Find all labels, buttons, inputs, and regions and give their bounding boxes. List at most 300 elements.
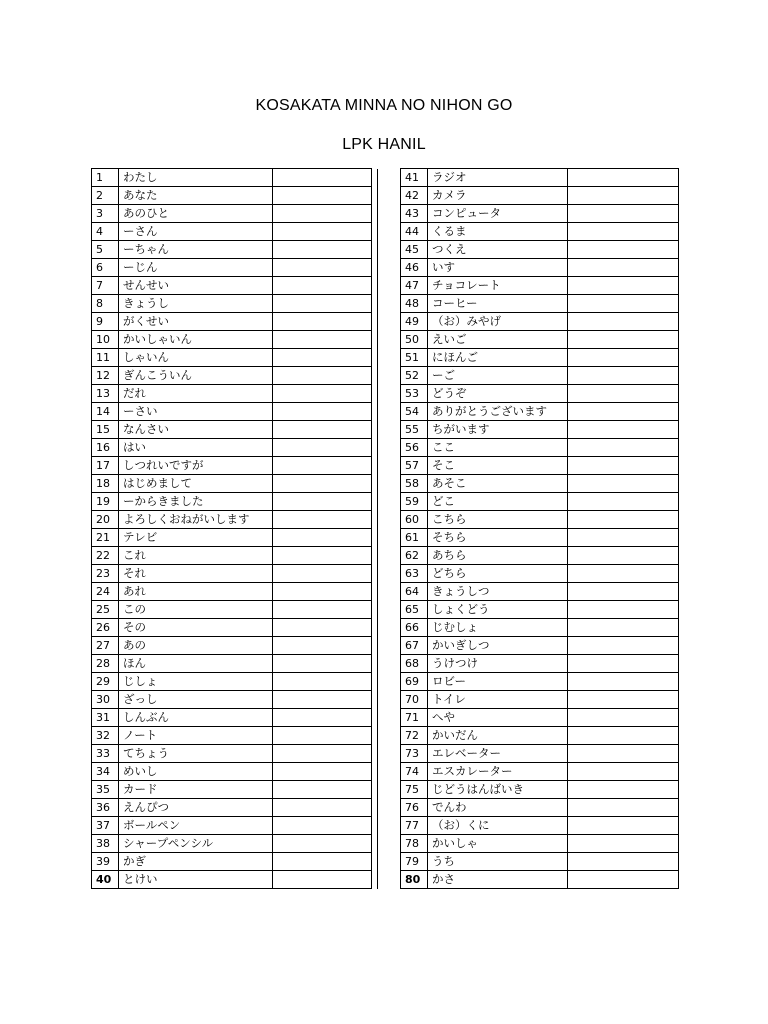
answer-cell-right [568, 619, 679, 637]
vocab-word-right: でんわ [428, 799, 568, 817]
column-gap [378, 475, 401, 493]
row-number-left: 13 [92, 385, 119, 403]
vocab-word-left: あのひと [119, 205, 273, 223]
vocab-word-left: かぎ [119, 853, 273, 871]
row-number-left: 14 [92, 403, 119, 421]
vocab-word-left: せんせい [119, 277, 273, 295]
column-gap [378, 781, 401, 799]
table-row [92, 313, 679, 331]
vocab-word-right: （お）みやげ [428, 313, 568, 331]
vocab-word-left: これ [119, 547, 273, 565]
row-number-left: 9 [92, 313, 119, 331]
answer-cell-right [568, 421, 679, 439]
table-row [92, 439, 679, 457]
row-number-right: 79 [401, 853, 428, 871]
answer-cell-left [273, 403, 372, 421]
answer-cell-right [568, 493, 679, 511]
answer-cell-left [273, 313, 372, 331]
table-row [92, 475, 679, 493]
answer-cell-left [273, 475, 372, 493]
vocab-word-right: うち [428, 853, 568, 871]
table-row [92, 781, 679, 799]
table-row [92, 583, 679, 601]
answer-cell-right [568, 169, 679, 187]
table-row [92, 493, 679, 511]
vocab-word-right: そこ [428, 457, 568, 475]
table-row [92, 745, 679, 763]
vocab-word-left: ノート [119, 727, 273, 745]
row-number-right: 65 [401, 601, 428, 619]
table-row [92, 223, 679, 241]
vocab-word-left: ざっし [119, 691, 273, 709]
vocab-word-left: シャープペンシル [119, 835, 273, 853]
column-gap [378, 277, 401, 295]
table-row [92, 259, 679, 277]
answer-cell-left [273, 619, 372, 637]
row-number-right: 41 [401, 169, 428, 187]
answer-cell-right [568, 349, 679, 367]
row-number-right: 43 [401, 205, 428, 223]
vocab-word-right: くるま [428, 223, 568, 241]
row-number-left: 17 [92, 457, 119, 475]
answer-cell-right [568, 835, 679, 853]
vocab-word-left: それ [119, 565, 273, 583]
vocab-word-right: カメラ [428, 187, 568, 205]
vocab-word-right: いす [428, 259, 568, 277]
column-gap [378, 619, 401, 637]
row-number-right: 76 [401, 799, 428, 817]
answer-cell-left [273, 565, 372, 583]
column-gap [378, 763, 401, 781]
vocab-word-left: あの [119, 637, 273, 655]
vocab-word-left: その [119, 619, 273, 637]
answer-cell-right [568, 511, 679, 529]
column-gap [378, 385, 401, 403]
answer-cell-left [273, 799, 372, 817]
vocab-word-left: てちょう [119, 745, 273, 763]
answer-cell-left [273, 493, 372, 511]
column-gap [378, 529, 401, 547]
table-row [92, 565, 679, 583]
column-gap [378, 817, 401, 835]
answer-cell-right [568, 385, 679, 403]
answer-cell-left [273, 223, 372, 241]
vocab-word-left: ボールペン [119, 817, 273, 835]
row-number-right: 53 [401, 385, 428, 403]
answer-cell-right [568, 781, 679, 799]
vocab-word-left: ほん [119, 655, 273, 673]
table-row [92, 817, 679, 835]
table-row [92, 511, 679, 529]
answer-cell-left [273, 187, 372, 205]
answer-cell-right [568, 547, 679, 565]
table-row [92, 799, 679, 817]
table-row [92, 691, 679, 709]
row-number-left: 3 [92, 205, 119, 223]
vocab-word-right: きょうしつ [428, 583, 568, 601]
row-number-right: 63 [401, 565, 428, 583]
row-number-left: 40 [92, 871, 119, 889]
row-number-right: 80 [401, 871, 428, 889]
vocab-word-right: あちら [428, 547, 568, 565]
row-number-left: 26 [92, 619, 119, 637]
answer-cell-left [273, 385, 372, 403]
vocab-word-right: かいだん [428, 727, 568, 745]
table-row [92, 367, 679, 385]
row-number-left: 2 [92, 187, 119, 205]
column-gap [378, 367, 401, 385]
table-row [92, 385, 679, 403]
answer-cell-right [568, 403, 679, 421]
row-number-left: 18 [92, 475, 119, 493]
vocab-word-left: この [119, 601, 273, 619]
row-number-right: 51 [401, 349, 428, 367]
answer-cell-right [568, 763, 679, 781]
row-number-right: 60 [401, 511, 428, 529]
row-number-left: 31 [92, 709, 119, 727]
answer-cell-left [273, 529, 372, 547]
table-row [92, 295, 679, 313]
answer-cell-right [568, 331, 679, 349]
vocab-word-left: カード [119, 781, 273, 799]
answer-cell-right [568, 475, 679, 493]
table-row [92, 349, 679, 367]
row-number-left: 8 [92, 295, 119, 313]
row-number-right: 72 [401, 727, 428, 745]
table-row [92, 709, 679, 727]
answer-cell-left [273, 583, 372, 601]
vocab-word-left: だれ [119, 385, 273, 403]
row-number-left: 12 [92, 367, 119, 385]
answer-cell-left [273, 205, 372, 223]
row-number-left: 37 [92, 817, 119, 835]
answer-cell-right [568, 727, 679, 745]
answer-cell-right [568, 601, 679, 619]
column-gap [378, 457, 401, 475]
vocab-word-right: どうぞ [428, 385, 568, 403]
vocab-word-left: ーからきました [119, 493, 273, 511]
row-number-left: 22 [92, 547, 119, 565]
vocab-word-right: ちがいます [428, 421, 568, 439]
row-number-right: 59 [401, 493, 428, 511]
answer-cell-right [568, 745, 679, 763]
column-gap [378, 349, 401, 367]
answer-cell-left [273, 709, 372, 727]
answer-cell-left [273, 763, 372, 781]
column-gap [378, 601, 401, 619]
vocab-word-right: じむしょ [428, 619, 568, 637]
column-gap [378, 241, 401, 259]
table-row [92, 403, 679, 421]
row-number-right: 55 [401, 421, 428, 439]
vocab-word-right: ーご [428, 367, 568, 385]
row-number-right: 66 [401, 619, 428, 637]
row-number-left: 28 [92, 655, 119, 673]
column-gap [378, 331, 401, 349]
row-number-left: 4 [92, 223, 119, 241]
vocab-word-left: しんぶん [119, 709, 273, 727]
table-row [92, 655, 679, 673]
answer-cell-left [273, 691, 372, 709]
answer-cell-left [273, 727, 372, 745]
answer-cell-right [568, 313, 679, 331]
vocab-word-right: コーヒー [428, 295, 568, 313]
row-number-left: 11 [92, 349, 119, 367]
answer-cell-right [568, 709, 679, 727]
row-number-left: 10 [92, 331, 119, 349]
answer-cell-left [273, 673, 372, 691]
vocab-word-right: しょくどう [428, 601, 568, 619]
row-number-left: 19 [92, 493, 119, 511]
vocab-word-left: テレビ [119, 529, 273, 547]
vocab-word-left: はじめまして [119, 475, 273, 493]
vocab-word-left: かいしゃいん [119, 331, 273, 349]
row-number-left: 24 [92, 583, 119, 601]
answer-cell-left [273, 637, 372, 655]
row-number-right: 58 [401, 475, 428, 493]
vocab-word-right: つくえ [428, 241, 568, 259]
answer-cell-left [273, 331, 372, 349]
answer-cell-right [568, 637, 679, 655]
answer-cell-left [273, 169, 372, 187]
row-number-right: 62 [401, 547, 428, 565]
row-number-right: 47 [401, 277, 428, 295]
answer-cell-right [568, 529, 679, 547]
vocab-word-right: あそこ [428, 475, 568, 493]
table-row [92, 331, 679, 349]
row-number-right: 54 [401, 403, 428, 421]
answer-cell-left [273, 457, 372, 475]
column-gap [378, 205, 401, 223]
row-number-left: 23 [92, 565, 119, 583]
table-row [92, 205, 679, 223]
row-number-right: 74 [401, 763, 428, 781]
row-number-right: 52 [401, 367, 428, 385]
table-row [92, 169, 679, 187]
vocab-word-right: かいぎしつ [428, 637, 568, 655]
row-number-left: 25 [92, 601, 119, 619]
row-number-right: 42 [401, 187, 428, 205]
row-number-right: 70 [401, 691, 428, 709]
answer-cell-left [273, 871, 372, 889]
column-gap [378, 691, 401, 709]
answer-cell-right [568, 259, 679, 277]
answer-cell-left [273, 745, 372, 763]
column-gap [378, 835, 401, 853]
vocab-word-left: じしょ [119, 673, 273, 691]
vocab-word-right: へや [428, 709, 568, 727]
vocab-word-right: ここ [428, 439, 568, 457]
vocab-word-left: ーじん [119, 259, 273, 277]
column-gap [378, 259, 401, 277]
answer-cell-right [568, 565, 679, 583]
row-number-right: 69 [401, 673, 428, 691]
vocab-word-left: あれ [119, 583, 273, 601]
vocabulary-table [91, 168, 679, 889]
vocab-word-right: うけつけ [428, 655, 568, 673]
vocab-word-right: かさ [428, 871, 568, 889]
answer-cell-left [273, 655, 372, 673]
table-row [92, 241, 679, 259]
table-row [92, 619, 679, 637]
answer-cell-left [273, 349, 372, 367]
vocab-word-right: えいご [428, 331, 568, 349]
answer-cell-right [568, 655, 679, 673]
row-number-left: 21 [92, 529, 119, 547]
vocab-word-right: こちら [428, 511, 568, 529]
row-number-right: 64 [401, 583, 428, 601]
answer-cell-right [568, 583, 679, 601]
table-row [92, 763, 679, 781]
table-row [92, 529, 679, 547]
row-number-left: 5 [92, 241, 119, 259]
answer-cell-left [273, 601, 372, 619]
answer-cell-right [568, 277, 679, 295]
column-gap [378, 799, 401, 817]
vocab-word-right: トイレ [428, 691, 568, 709]
row-number-left: 32 [92, 727, 119, 745]
answer-cell-left [273, 835, 372, 853]
row-number-right: 78 [401, 835, 428, 853]
column-gap [378, 673, 401, 691]
answer-cell-left [273, 817, 372, 835]
table-row [92, 421, 679, 439]
row-number-right: 48 [401, 295, 428, 313]
row-number-right: 45 [401, 241, 428, 259]
vocab-word-left: きょうし [119, 295, 273, 313]
column-gap [378, 493, 401, 511]
answer-cell-left [273, 547, 372, 565]
column-gap [378, 655, 401, 673]
vocab-word-left: しつれいですが [119, 457, 273, 475]
vocab-word-left: あなた [119, 187, 273, 205]
answer-cell-right [568, 223, 679, 241]
row-number-right: 68 [401, 655, 428, 673]
row-number-right: 56 [401, 439, 428, 457]
vocab-word-left: めいし [119, 763, 273, 781]
table-row [92, 853, 679, 871]
table-row [92, 547, 679, 565]
vocab-word-right: エレベーター [428, 745, 568, 763]
table-row [92, 187, 679, 205]
vocab-word-right: じどうはんばいき [428, 781, 568, 799]
row-number-right: 77 [401, 817, 428, 835]
row-number-left: 36 [92, 799, 119, 817]
vocab-word-left: えんぴつ [119, 799, 273, 817]
answer-cell-right [568, 673, 679, 691]
row-number-left: 38 [92, 835, 119, 853]
column-gap [378, 637, 401, 655]
answer-cell-right [568, 799, 679, 817]
vocab-word-left: とけい [119, 871, 273, 889]
column-gap [378, 403, 401, 421]
column-gap [378, 511, 401, 529]
row-number-left: 7 [92, 277, 119, 295]
vocab-word-left: わたし [119, 169, 273, 187]
answer-cell-right [568, 241, 679, 259]
vocab-word-left: よろしくおねがいします [119, 511, 273, 529]
answer-cell-left [273, 781, 372, 799]
vocab-word-left: ぎんこういん [119, 367, 273, 385]
table-row [92, 835, 679, 853]
vocab-word-left: しゃいん [119, 349, 273, 367]
row-number-right: 73 [401, 745, 428, 763]
row-number-right: 49 [401, 313, 428, 331]
row-number-left: 29 [92, 673, 119, 691]
row-number-right: 57 [401, 457, 428, 475]
row-number-left: 6 [92, 259, 119, 277]
vocab-word-left: ーちゃん [119, 241, 273, 259]
row-number-left: 27 [92, 637, 119, 655]
answer-cell-left [273, 367, 372, 385]
vocab-word-left: ーさい [119, 403, 273, 421]
row-number-left: 20 [92, 511, 119, 529]
answer-cell-left [273, 439, 372, 457]
column-gap [378, 169, 401, 187]
vocab-word-left: はい [119, 439, 273, 457]
vocab-word-left: なんさい [119, 421, 273, 439]
document-title: KOSAKATA MINNA NO NIHON GO [255, 97, 513, 114]
table-row [92, 637, 679, 655]
vocab-word-right: どこ [428, 493, 568, 511]
row-number-right: 67 [401, 637, 428, 655]
column-gap [378, 295, 401, 313]
column-gap [378, 583, 401, 601]
row-number-right: 61 [401, 529, 428, 547]
column-gap [378, 565, 401, 583]
vocab-word-right: エスカレーター [428, 763, 568, 781]
column-gap [378, 439, 401, 457]
table-row [92, 277, 679, 295]
vocab-word-right: コンピュータ [428, 205, 568, 223]
vocab-word-right: （お）くに [428, 817, 568, 835]
vocab-word-right: ありがとうございます [428, 403, 568, 421]
row-number-left: 30 [92, 691, 119, 709]
answer-cell-left [273, 277, 372, 295]
answer-cell-right [568, 439, 679, 457]
answer-cell-right [568, 457, 679, 475]
row-number-right: 46 [401, 259, 428, 277]
row-number-right: 71 [401, 709, 428, 727]
answer-cell-right [568, 205, 679, 223]
answer-cell-left [273, 295, 372, 313]
column-gap [378, 421, 401, 439]
row-number-left: 34 [92, 763, 119, 781]
row-number-left: 16 [92, 439, 119, 457]
vocab-word-right: ラジオ [428, 169, 568, 187]
row-number-left: 33 [92, 745, 119, 763]
answer-cell-right [568, 853, 679, 871]
vocab-word-left: ーさん [119, 223, 273, 241]
vocab-word-right: かいしゃ [428, 835, 568, 853]
table-row [92, 457, 679, 475]
answer-cell-left [273, 511, 372, 529]
vocab-word-right: どちら [428, 565, 568, 583]
table-row [92, 673, 679, 691]
column-gap [378, 187, 401, 205]
answer-cell-left [273, 259, 372, 277]
row-number-right: 50 [401, 331, 428, 349]
document-subtitle: LPK HANIL [342, 136, 426, 153]
vocab-word-right: にほんご [428, 349, 568, 367]
row-number-right: 44 [401, 223, 428, 241]
row-number-left: 39 [92, 853, 119, 871]
answer-cell-right [568, 187, 679, 205]
table-row [92, 727, 679, 745]
vocab-word-left: がくせい [119, 313, 273, 331]
table-row [92, 871, 679, 889]
answer-cell-right [568, 295, 679, 313]
